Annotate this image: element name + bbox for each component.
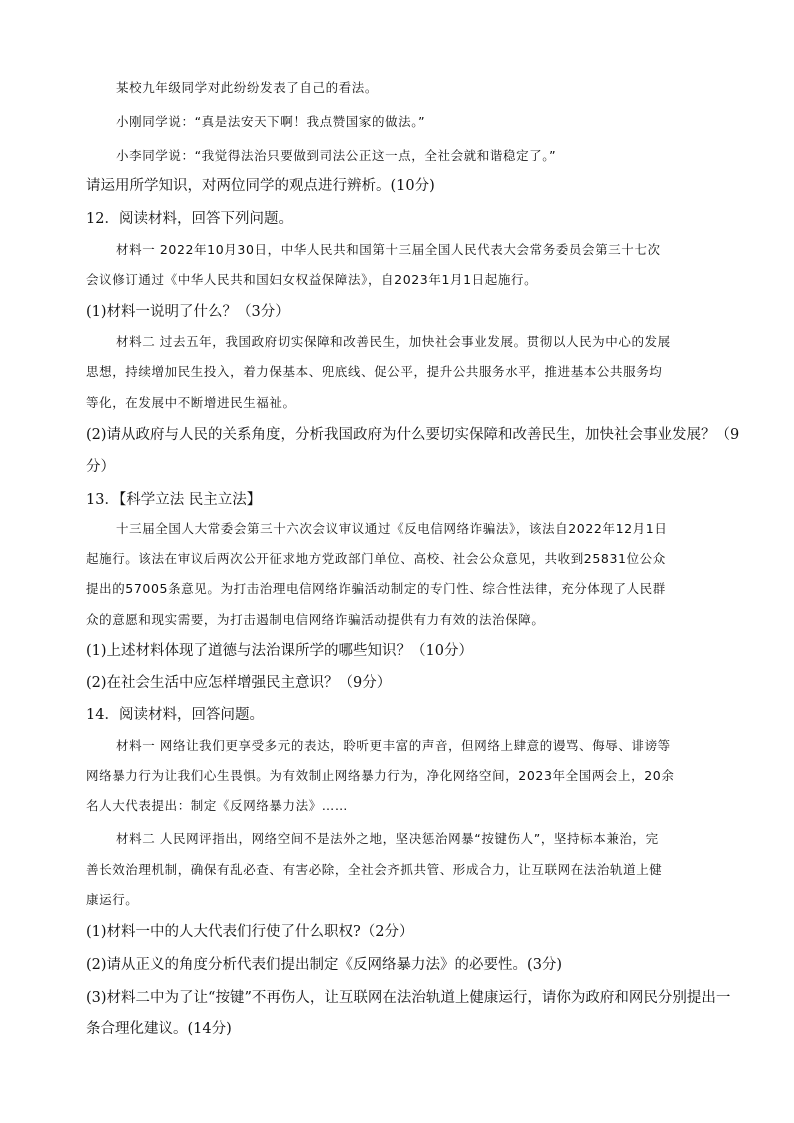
material-line: 材料二 人民网评指出，网络空间不是法外之地，坚决惩治网暴“按键伤人”，坚持标本兼治，完 [116, 831, 659, 846]
material-line: 材料二 过去五年，我国政府切实保障和改善民生，加快社会事业发展。贯彻以人民为中心的发展 [116, 334, 671, 349]
sub-question: (2)请从政府与人民的关系角度，分析我国政府为什么要切实保障和改善民生，加快社会事业发展？（9 [86, 427, 740, 443]
material-line: 十三届全国人大常委会第三十六次会议审议通过《反电信网络诈骗法》，该法自2022年12月1日 [116, 521, 668, 536]
material-line: 众的意愿和现实需要，为打击遏制电信网络诈骗活动提供有力有效的法治保障。 [86, 612, 545, 627]
sub-question: (1)材料一中的人大代表们行使了什么职权?（2分） [86, 924, 414, 940]
sub-question: (2)请从正义的角度分析代表们提出制定《反网络暴力法》的必要性。(3分) [86, 957, 563, 973]
material-line: 等化，在发展中不断增进民生福祉。 [86, 395, 296, 410]
question-heading-13: 13．【科学立法 民主立法】 [86, 492, 262, 508]
sub-question-continued: 分） [86, 459, 115, 475]
sub-question: (1)上述材料体现了道德与法治课所学的哪些知识？（10分） [86, 643, 473, 659]
material-line: 康运行。 [86, 892, 139, 907]
material-line: 思想，持续增加民生投入，着力保基本、兜底线、促公平，提升公共服务水平，推进基本公共服务均 [86, 364, 663, 379]
material-line: 会议修订通过《中华人民共和国妇女权益保障法》，自2023年1月1日起施行。 [86, 272, 538, 287]
question-heading-12: 12．阅读材料，回答下列问题。 [86, 211, 293, 227]
sub-question: (2)在社会生活中应怎样增强民主意识？（9分） [86, 675, 392, 691]
question-heading-14: 14．阅读材料，回答问题。 [86, 707, 264, 723]
material-line: 起施行。该法在审议后两次公开征求地方党政部门单位、高校、社会公众意见，共收到25831位公众 [86, 551, 666, 566]
material-line: 提出的57005条意见。为打击治理电信网络诈骗活动制定的专门性、综合性法律，充分体现了人民群 [86, 581, 666, 596]
material-line: 材料一 网络让我们更享受多元的表达，聆听更丰富的声音，但网络上肆意的谩骂、侮辱、诽谤等 [116, 738, 671, 753]
material-line: 小李同学说：“我觉得法治只要做到司法公正这一点，全社会就和谐稳定了。” [116, 148, 557, 163]
material-line: 网络暴力行为让我们心生畏惧。为有效制止网络暴力行为，净化网络空间，2023年全国两会上，20余 [86, 768, 675, 783]
material-line: 材料一 2022年10月30日，中华人民共和国第十三届全国人民代表大会常务委员会第三十七次 [116, 242, 661, 257]
material-line: 某校九年级同学对此纷纷发表了自己的看法。 [116, 80, 379, 95]
material-line: 善长效治理机制，确保有乱必查、有害必除，全社会齐抓共管、形成合力，让互联网在法治轨道上健 [86, 862, 663, 877]
question-prompt: 请运用所学知识，对两位同学的观点进行辨析。(10分) [86, 178, 435, 194]
sub-question-continued: 条合理化建议。(14分) [86, 1021, 232, 1037]
material-line: 名人大代表提出：制定《反网络暴力法》…… [86, 798, 349, 813]
sub-question: (1)材料一说明了什么？（3分） [86, 304, 290, 320]
material-line: 小刚同学说：“真是法安天下啊！我点赞国家的做法。” [116, 114, 426, 129]
sub-question: (3)材料二中为了让“按键”不再伤人，让互联网在法治轨道上健康运行，请你为政府和网民分别提出一 [86, 990, 731, 1006]
